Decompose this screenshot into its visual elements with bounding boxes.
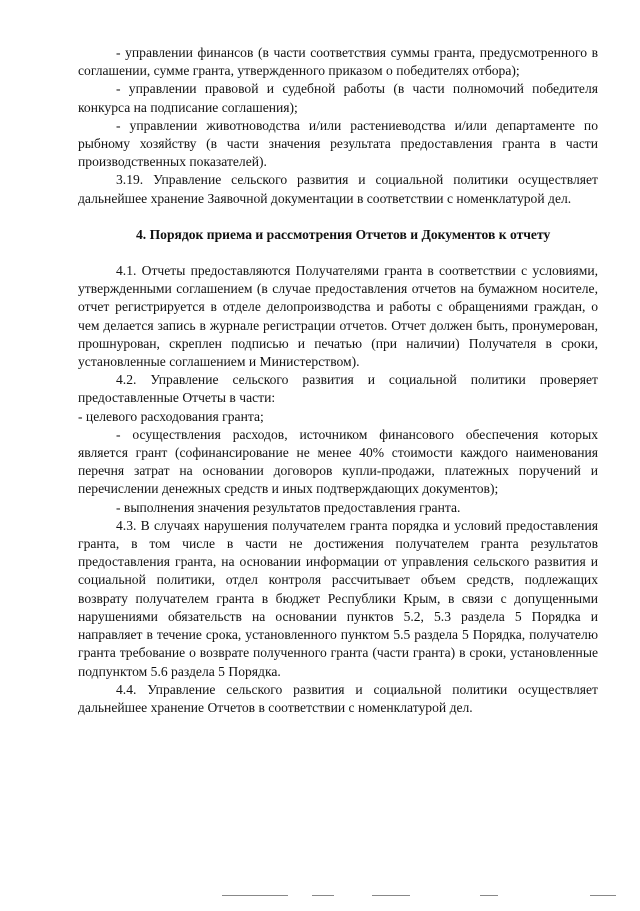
paragraph-4-3: 4.3. В случаях нарушения получателем гранта порядка и условий предоставления гранта, в том числе в части не достижения получателем гранта результатов предоставления гранта, на основании информации от управления сельского развития и социальной политики, отдел контроля рассчитывает объем средств, подлежащих возврату получателем гранта в бюджет Республики Крым, в связи с допущенными нарушениями обязательств на основании пунктов 5.2, 5.3 раздела 5 Порядка и направляет в течение срока, установленного пунктом 5.5 раздела 5 Порядка, получателю гранта требование о возврате полученного гранта (части гранта) в сроки, установленные подпунктом 5.6 раздела 5 Порядка. [78, 517, 598, 679]
document-page [78, 44, 598, 717]
paragraph-4-4: 4.4. Управление сельского развития и социальной политики осуществляет дальнейшее хранение Отчетов в соответствии с номенклатурой дел. [78, 681, 598, 715]
list-item-expenses: - осуществления расходов, источником финансового обеспечения которых является грант (софинансирование не менее 40% стоимости каждого наименования перечня затрат на основании договоров купли-продажи, платежных поручений и перечислении денежных средств и иных подтверждающих документов); [78, 426, 598, 497]
footer-scan-line [590, 895, 616, 896]
paragraph-finance-department: - управлении финансов (в части соответствия суммы гранта, предусмотренного в соглашении, сумме гранта, утвержденного приказом о победителях отбора); [78, 45, 598, 79]
paragraph-3-19: 3.19. Управление сельского развития и социальной политики осуществляет дальнейшее хранение Заявочной документации в соответствии с номенклатурой дел. [78, 172, 598, 206]
paragraph-livestock-department: - управлении животноводства и/или растениеводства и/или департаменте по рыбному хозяйству (в части значения результата предоставления гранта в части производственных показателей). [78, 117, 598, 170]
footer-scan-line [222, 895, 288, 896]
spacer [78, 208, 598, 226]
paragraph-4-2: 4.2. Управление сельского развития и социальной политики проверяет предоставленные Отчеты в части: [78, 372, 598, 406]
spacer [78, 244, 598, 262]
section-4-heading: 4. Порядок приема и рассмотрения Отчетов и Документов к отчету [136, 226, 551, 242]
paragraph-4-1: 4.1. Отчеты предоставляются Получателями гранта в соответствии с условиями, утвержденными соглашением (в случае предоставления отчетов на бумажном носителе, отчет регистрируется в отделе делопроизводства и работы с обращениями граждан, о чем делается запись в журнале регистрации отчетов. Отчет должен быть, пронумерован, прошнурован, скреплен подписью и печатью (при наличии) Получателя в сроки, установленные соглашением и Министерством). [78, 263, 598, 370]
paragraph-legal-department: - управлении правовой и судебной работы (в части полномочий победителя конкурса на подписание соглашения); [78, 81, 598, 115]
list-item-target-spending: - целевого расходования гранта; [78, 408, 264, 424]
footer-scan-line [312, 895, 334, 896]
list-item-results: - выполнения значения результатов предоставления гранта. [116, 499, 461, 515]
footer-scan-line [480, 895, 498, 896]
footer-scan-line [372, 895, 410, 896]
